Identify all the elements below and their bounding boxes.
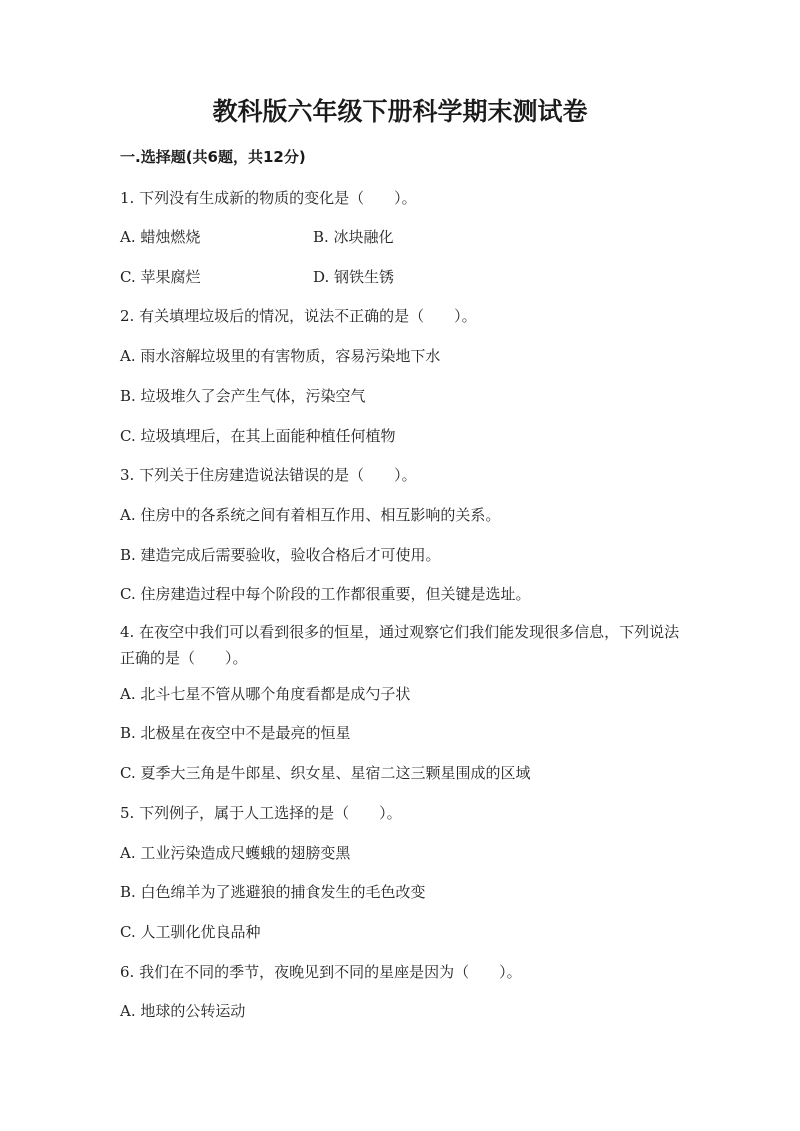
question-2-option-c: C. 垃圾填埋后，在其上面能种植任何植物 [120, 427, 396, 445]
question-4-stem: 4. 在夜空中我们可以看到很多的恒星，通过观察它们我们能发现很多信息，下列说法正确的是（ ）。 [120, 623, 680, 667]
question-4-option-b: B. 北极星在夜空中不是最亮的恒星 [120, 724, 351, 742]
question-4-option-a: A. 北斗七星不管从哪个角度看都是成勺子状 [120, 685, 411, 703]
question-1-option-d: D. 钢铁生锈 [313, 268, 395, 286]
question-1-stem: 1. 下列没有生成新的物质的变化是（ ）。 [120, 189, 417, 207]
question-5-option-c: C. 人工驯化优良品种 [120, 923, 261, 941]
question-3-stem: 3. 下列关于住房建造说法错误的是（ ）。 [120, 466, 417, 484]
question-1-option-c: C. 苹果腐烂 [120, 268, 201, 286]
question-2-option-a: A. 雨水溶解垃圾里的有害物质，容易污染地下水 [120, 347, 441, 365]
question-2-stem: 2. 有关填埋垃圾后的情况，说法不正确的是（ ）。 [120, 307, 477, 325]
question-6-option-a: A. 地球的公转运动 [120, 1002, 246, 1020]
question-3-option-a: A. 住房中的各系统之间有着相互作用、相互影响的关系。 [120, 506, 501, 524]
question-4-option-c: C. 夏季大三角是牛郎星、织女星、星宿二这三颗星围成的区域 [120, 764, 531, 782]
question-5-stem: 5. 下列例子，属于人工选择的是（ ）。 [120, 804, 402, 822]
question-1-option-b: B. 冰块融化 [313, 228, 394, 246]
question-1-option-a: A. 蜡烛燃烧 [120, 228, 201, 246]
question-3-option-b: B. 建造完成后需要验收，验收合格后才可使用。 [120, 546, 441, 564]
question-5-option-a: A. 工业污染造成尺蠖蛾的翅膀变黑 [120, 844, 351, 862]
question-2-option-b: B. 垃圾堆久了会产生气体，污染空气 [120, 387, 366, 405]
question-5-option-b: B. 白色绵羊为了逃避狼的捕食发生的毛色改变 [120, 883, 426, 901]
page-title: 教科版六年级下册科学期末测试卷 [212, 97, 588, 126]
section-header: 一.选择题(共6题，共12分) [120, 148, 306, 166]
question-3-option-c: C. 住房建造过程中每个阶段的工作都很重要，但关键是选址。 [120, 585, 531, 603]
question-6-stem: 6. 我们在不同的季节，夜晚见到不同的星座是因为（ ）。 [120, 963, 522, 981]
